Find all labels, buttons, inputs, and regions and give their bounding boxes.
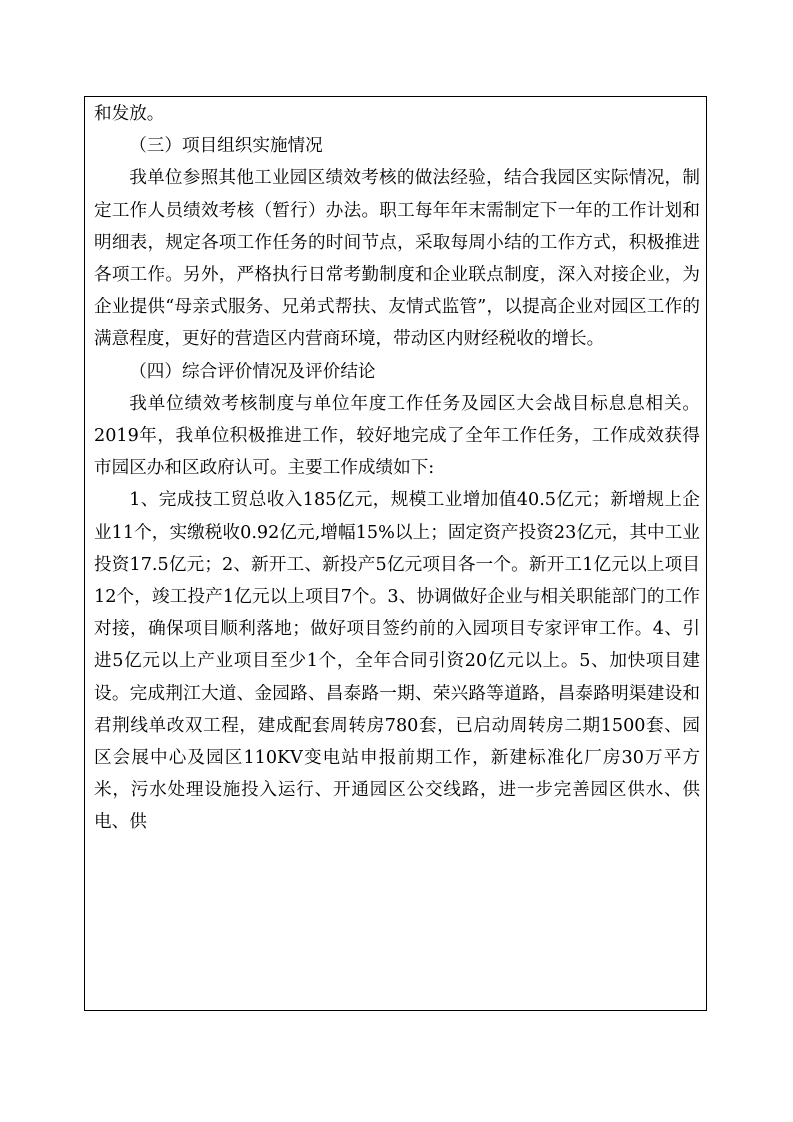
paragraph-achievements: 1、完成技工贸总收入185亿元，规模工业增加值40.5亿元；新增规上企业11个，实缴税收0.92亿元,增幅15%以上；固定资产投资23亿元，其中工业投资17.5亿元；2、新开工、新投产5亿元项目各一个。新开工1亿元以上项目12个，竣工投产1亿元以上项目7个。3、协调做好企业与相关职能部门的工作对接，确保项目顺利落地；做好项目签约前的入园项目专家评审工作。4、引进5亿元以上产业项目至少1个，全年合同引资20亿元以上。5、加快项目建设。完成荆江大道、金园路、昌泰路一期、荣兴路等道路，昌泰路明渠建设和君荆线单改双工程，建成配套周转房780套，已启动周转房二期1500套、园区会展中心及园区110KV变电站申报前期工作，新建标准化厂房30万平方米，污水处理设施投入运行、开通园区公交线路，进一步完善园区供水、供电、供	[94, 490, 700, 833]
paragraph-implementation: 我单位参照其他工业园区绩效考核的做法经验，结合我园区实际情况，制定工作人员绩效考核（暂行）办法。职工每年年末需制定下一年的工作计划和明细表，规定各项工作任务的时间节点，采取每周小结的工作方式，积极推进各项工作。另外，严格执行日常考勤制度和企业联点制度，深入对接企业，为企业提供“母亲式服务、兄弟式帮扶、友情式监管”，以提高企业对园区工作的满意程度，更好的营造区内营商环境，带动区内财经税收的增长。	[94, 168, 700, 350]
section-heading-4: （四）综合评价情况及评价结论	[129, 361, 376, 382]
paragraph-evaluation: 我单位绩效考核制度与单位年度工作任务及园区大会战目标息息相关。2019年，我单位积极推进工作，较好地完成了全年工作任务，工作成效获得市园区办和区政府认可。主要工作成绩如下:	[94, 393, 700, 479]
document-body	[94, 98, 700, 839]
section-heading-3: （三）项目组织实施情况	[129, 136, 323, 157]
paragraph-continuation: 和发放。	[94, 104, 165, 124]
